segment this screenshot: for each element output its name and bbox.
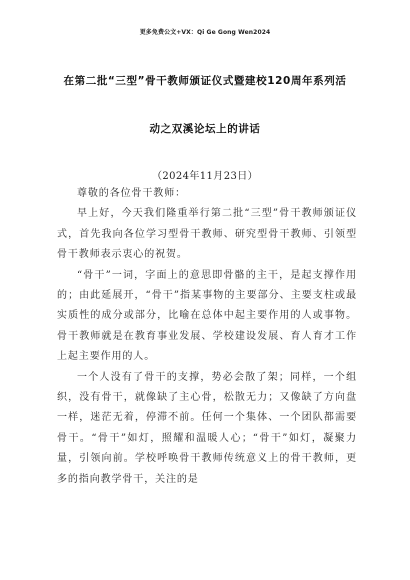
document-title-line-1: 在第二批“三型”骨干教师颁证仪式暨建校120周年系列活 — [63, 75, 347, 87]
document-title-line-2: 动之双溪论坛上的讲话 — [149, 123, 261, 135]
speech-body — [57, 184, 357, 490]
header-note: 更多免费公文+VX：Qi Ge Gong Wen2024 — [139, 29, 271, 36]
paragraph-1: 早上好，今天我们隆重举行第二批“三型”骨干教师颁证仪式，首先我向各位学习型骨干教师、研究型骨干教师、引领型骨干教师表示衷心的祝贺。 — [57, 208, 357, 261]
paragraph-3: 一个人没有了骨干的支撑，势必会散了架；同样，一个组织，没有骨干，就像缺了主心骨，松散无力；又像缺了方向盘一样，迷茫无着，停滞不前。任何一个集体、一个团队都需要骨干。“骨干”如灯，照耀和温暖人心；“骨干”如灯，凝聚力量，引领向前。学校呼唤骨干教师传统意义上的骨干教师，更多的指向教学骨干，关注的是 — [57, 371, 357, 485]
speech-date: （2024年11月23日） — [151, 171, 259, 182]
paragraph-2: “骨干”一词，字面上的意思即骨骼的主干，是起支撑作用的；由此延展开，“骨干”指某事物的主要部分、主要支柱或最实质性的成分或部分，比喻在总体中起主要作用的人或事物。骨干教师就是在教育事业发展、学校建设发展、育人育才工作上起主要作用的人。 — [57, 269, 357, 363]
salutation: 尊敬的各位骨干教师： — [77, 188, 186, 199]
